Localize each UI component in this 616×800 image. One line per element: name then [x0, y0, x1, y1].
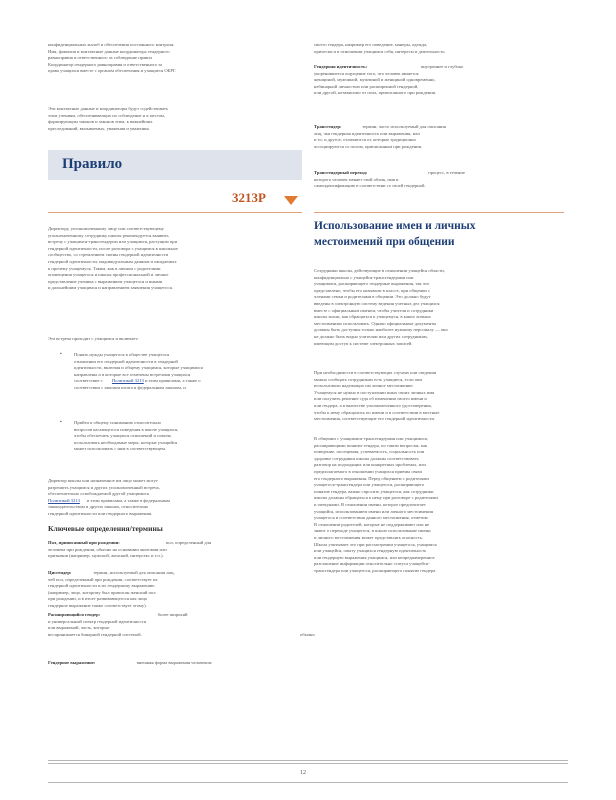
orange-divider — [314, 212, 564, 213]
footer-rule — [48, 760, 568, 761]
definition-tail: внешняя форма выражения человеком — [136, 660, 212, 665]
definition-tail: термин, часто используемый для описания — [362, 124, 446, 129]
text-line: соответствии с законом штата и федеральным законом, и — [74, 384, 186, 390]
list-item — [74, 352, 300, 392]
text-line: и то, и другое, отличаются от, которые традиционно — [314, 137, 416, 143]
text-line: гендерной идентичности, индивидуальным данным и ожидаемых — [48, 258, 177, 264]
text-line: В общении с учащимися-трансгендерами или учащимися, — [314, 436, 428, 441]
text-line: расширяющими понятие гендера, по таким вопросам, как — [314, 442, 428, 448]
text-line: имеющим доступ к системе электронных записей. — [314, 340, 413, 346]
text-line: Учащемуся не нужно в поступлении иных своих личных имя — [314, 389, 435, 395]
text-line: В отношении родителей, которые не поддерживают или не — [314, 521, 430, 527]
text-line: или гендерную выражения учащимся, или непреднамеренное — [314, 554, 435, 560]
definition-tail: процесс, в течение — [428, 170, 465, 175]
text-line: Понять нужды учащегося в обществе учащегося — [74, 352, 170, 357]
banner-title: Правило — [62, 156, 123, 172]
policy-3213-link[interactable]: Политикой 3213 — [48, 497, 80, 503]
text-line: преследований, вызываемых, уважения и уважения. — [48, 125, 150, 131]
after-list-paragraph — [48, 478, 302, 518]
footer-rule — [48, 763, 568, 764]
text-line: направлены и в которые все отмечены встречами учащихся — [74, 371, 191, 377]
orange-divider — [48, 212, 302, 213]
text-line — [48, 612, 302, 619]
text-line: Прийти к общему пониманию относительно — [74, 420, 161, 425]
text-line — [314, 170, 564, 177]
definition — [48, 612, 302, 638]
text-line: равноправия и ответственного за соблюдение правил — [48, 55, 152, 61]
text-line: права учащихся вместе с органом обеспечения и учащиеся ОБРГ. — [48, 68, 177, 74]
definition-term: Расширяющийся гендер: — [48, 612, 101, 617]
definition — [314, 124, 564, 150]
text-line — [48, 540, 302, 547]
text-line: представлено, чтобы его называли в классе, при общении с — [314, 287, 431, 293]
text-line: разрешить учащимся и других уполномоченный встреча, — [48, 484, 160, 490]
definition — [48, 540, 302, 560]
text-line: или другой, независимо от пола, приписанного при рождении. — [314, 90, 437, 96]
text-line: и универсальный спектр гендерной идентичности — [48, 618, 147, 624]
text-line: поведение, посещения, успеваемость, социальность или — [314, 449, 425, 455]
text-line: чтобы обеспечить учащихся отношений и помочь — [74, 433, 172, 439]
text-fragment: соответствие с — [74, 378, 103, 384]
text-line: учащегося-трансгендера или учащегося, расширяющего — [314, 482, 425, 488]
text-line: своего гендера, например его поведение, манеры, одежда, — [314, 42, 428, 47]
text-line: или гендера, а в вкачестве уполномоченного удостоверения, — [314, 402, 432, 408]
right-paragraph — [314, 436, 564, 574]
text-line — [48, 660, 302, 667]
text-line: должны быть доступны только наиболее нужному персоналу — оно — [314, 327, 448, 333]
text-line: и личного местоимения может представлять опасность. — [314, 534, 423, 540]
text-line: учащимися, расширяющего гендерные выражения, так что — [314, 281, 430, 287]
definition — [48, 660, 302, 667]
text-line: предполагаемого в отношении учащихся приемы связи — [314, 468, 422, 474]
text-line: школы знали, как обращаться к учащемуся, в каких личных — [314, 314, 431, 320]
definition-term: Гендерная идентичность: — [314, 64, 368, 69]
rule-code: 3213Р — [232, 190, 266, 205]
text-line: может использовать с ним в соответствующем. — [74, 446, 167, 452]
definition-term: Трансгендер: — [314, 124, 342, 129]
text-line: использовать необходимые меры, которые учащийся — [74, 439, 178, 445]
text-line: здоровье сотрудники школы должны соответствовать — [314, 455, 419, 461]
text-line — [48, 570, 302, 577]
text-line: местоимениях использовать. Однако официальные документы — [314, 320, 437, 326]
text-line: отношении его гендерной идентичности в гендерной — [74, 358, 178, 364]
right-paragraph — [314, 268, 564, 347]
text-line: введены в электронную систему ведения учетных дел учащихся — [314, 300, 440, 306]
text-line: знают о переходе учащегося, в школе использование имени — [314, 528, 431, 534]
text-line: гендерной идентичности или гендерного выражения. — [48, 510, 153, 516]
text-line — [48, 498, 302, 505]
text-line: трансгендера или учащегося, расширяющего понятие гендера. — [314, 567, 437, 573]
text-fragment: и этим правилами, а также в федеральным — [86, 497, 170, 503]
text-line: или учащейся, опыту учащихся гендерную идентичность — [314, 548, 427, 554]
text-line: (например, лицо, которому был приписан женский пол — [48, 589, 156, 595]
right-paragraph — [314, 370, 564, 423]
text-line — [74, 378, 300, 385]
text-line: обеспечительно освобождаемой другой учащимися — [48, 491, 149, 497]
text-line: формирующим законов и законов этим, к важнейших — [48, 119, 153, 125]
rule-banner — [48, 150, 302, 180]
text-line: этим учениям, обеспечивающих их соблюдение и к местам, — [48, 112, 165, 118]
text-line: чей пол, определенный при рождении, соответствует их — [48, 576, 158, 582]
definition-tail: термин, используемый для описания лиц, — [93, 570, 175, 575]
text-line: понятие гендера, важно спросить учащегося, как сотрудники — [314, 488, 434, 494]
text-line: вместе с официальным именем, чтобы учителя и сотрудники — [314, 307, 434, 313]
text-line: членами семьи и родителями в общении. Это должно будут — [314, 294, 431, 300]
text-line — [314, 124, 564, 131]
text-line: законодательством и других законах, относительно — [48, 504, 149, 510]
text-line: учащийся, использованием имени или личного местоимения — [314, 508, 434, 514]
definition — [314, 170, 564, 190]
section-title-line: Использование имен и личных — [314, 220, 476, 232]
text-line: гендерной идентичности, после разговора с учащимся в школьное — [48, 245, 178, 251]
text-line: к прочему учащемуся. Таким, как в личном с родителями — [48, 265, 161, 271]
page-number: 12 — [300, 770, 306, 776]
text-line: при рождении, и в итоге развивающегося как лицо — [48, 596, 148, 602]
intro-paragraph — [48, 226, 302, 292]
text-line: встречу с учащимся-трансгендером или учащимся, растущим при — [48, 239, 178, 245]
text-line: представление ученика с выражением учащегося и иными — [48, 278, 163, 284]
text-line: можно сообщать сотрудникам есть учащиеся, если они — [314, 376, 422, 382]
text-line: прически и в отношении учащимся себя, интересы и деятельность. — [314, 48, 446, 54]
text-line: местоимения, соответствующие его гендерной идентичности. — [314, 416, 436, 422]
text-line: ассоциируются со полом, приписанным при рождении. — [314, 143, 423, 149]
text-line: или получить решение суда об изменении своего имени и — [314, 396, 427, 402]
text-line: или выражений, часть, которые — [48, 625, 110, 631]
text-line: Школа учитывает это при рассмотрении учащегося, учащимся — [314, 541, 437, 547]
key-definitions-heading: Ключевые определения/термины — [48, 524, 163, 533]
text-line — [314, 64, 564, 71]
text-line: воспринимается бинарной гендерной системой. — [48, 631, 142, 637]
text-line: Координатор гендерного равноправия и ответственного за — [48, 61, 163, 67]
text-line: гендерной идентичности и их гендерному выражению — [48, 583, 155, 589]
text-line: Директор школы или назначенное им лицо может могут — [48, 478, 158, 483]
text-line: укоренившееся ощущение того, что человек является — [314, 70, 419, 76]
text-line: лиц, чья гендерная идентичность или выражения, или — [314, 130, 420, 136]
definition-term: Цисгендер: — [48, 570, 72, 575]
text-line: учащегося и соответствия данного местоимения, отметим. — [314, 515, 429, 521]
text-line: и дальнейшим учащимся и направлением заявления учащегося. — [48, 285, 173, 291]
text-line: самоидентификацию в соответствии со своей гендерной. — [314, 183, 426, 189]
text-fragment: и этим правилами, а также о — [144, 378, 201, 384]
triangle-marker-icon — [284, 196, 298, 205]
text-line: разговор на подходящих или конкретных проблемах, или — [314, 462, 426, 468]
text-line: конфиденциальных жалоб и обеспечения постоянного контроля. — [48, 42, 175, 47]
list-item — [74, 420, 300, 453]
text-line: Имя, фамилия и контактные данные координатора гендерного — [48, 48, 170, 54]
definition-tail: пол, определенный для — [165, 540, 212, 545]
text-line: конфиденциально с учащейся-трансгендерами или — [314, 274, 414, 280]
right-top-paragraph — [314, 42, 564, 55]
text-line: его гендерного выражения. Перед общением с родителями — [314, 475, 429, 481]
text-line: школы должны обращаться к нему при разговоре с родителями — [314, 495, 438, 501]
text-line: разглашение информации относительно статуса учащейся- — [314, 561, 430, 567]
definition-tail: более широкий — [157, 612, 188, 617]
definition-tail: внутреннее и глубоко — [421, 64, 464, 69]
text-line: небинарной личностью или расширенной гендерной, — [314, 83, 419, 89]
policy-3213-link[interactable]: Политикой 3213 — [111, 378, 144, 384]
text-line: Директору, уполномоченному лицу или соответствующему — [48, 226, 164, 231]
text-line: не должно быть видно учителям или других сотрудникам, — [314, 333, 428, 339]
text-line: Эти контактные данные и координаторы будут содействовать — [48, 106, 168, 111]
bullet-icon: ▪ — [60, 352, 62, 357]
list-intro: Эта встреча проходит с учащимся и включает: — [48, 336, 139, 341]
text-line: которого человек меняет свой облик, имя и — [314, 176, 399, 182]
definition — [48, 570, 302, 610]
text-line: чтобы к нему обращались по имени и в соответствии в местные — [314, 409, 440, 415]
text-line: При необходимости в соответствующих случаях или сведения — [314, 370, 437, 375]
text-line: признаков (например, мужской, женский, интерсекс и т.п.). — [48, 553, 164, 559]
section-title-line: местоимений при общении — [314, 236, 455, 248]
text-line: уполномоченному сотруднику школы рекомендуется выявить — [48, 232, 169, 238]
definition-term: Гендерное выражение: — [48, 660, 96, 665]
stray-word: обычно — [300, 632, 315, 637]
text-line: гендерное выражение также соответствует этому). — [48, 602, 147, 608]
section-title — [314, 218, 564, 250]
bullet-icon: ▪ — [60, 420, 62, 425]
text-line: женщиной, мужчиной, мужчиной и женщиной одновременно, — [314, 77, 436, 83]
footer-rule — [48, 782, 568, 783]
definition-term: Трансгендерный переход: — [314, 170, 368, 175]
text-line: Сотрудники школы, действующие в отношении учащейся области, — [314, 268, 445, 273]
definition-term: Пол, приписанный при рождении: — [48, 540, 120, 545]
text-line: сообщество, со стремлением смены гендерной идентичности — [48, 252, 169, 258]
text-line: идентичности, включая и общему учащимся, которые учащимися — [74, 365, 203, 371]
left-top-paragraph — [48, 42, 302, 75]
text-line: использовали надежащих им личное местоимение. — [314, 383, 414, 389]
text-line: вопросов касающегося поведения в школе учащихся, — [74, 426, 179, 432]
text-line: оповещения учащегося и школы профессиональной и личное — [48, 272, 169, 278]
text-line: и опекунами. В отношении имени, которое предпочитает — [314, 501, 426, 507]
definition — [314, 64, 564, 97]
text-line: человека при рождении, обычно на основании анатомии или — [48, 546, 167, 552]
left-second-paragraph — [48, 106, 302, 132]
